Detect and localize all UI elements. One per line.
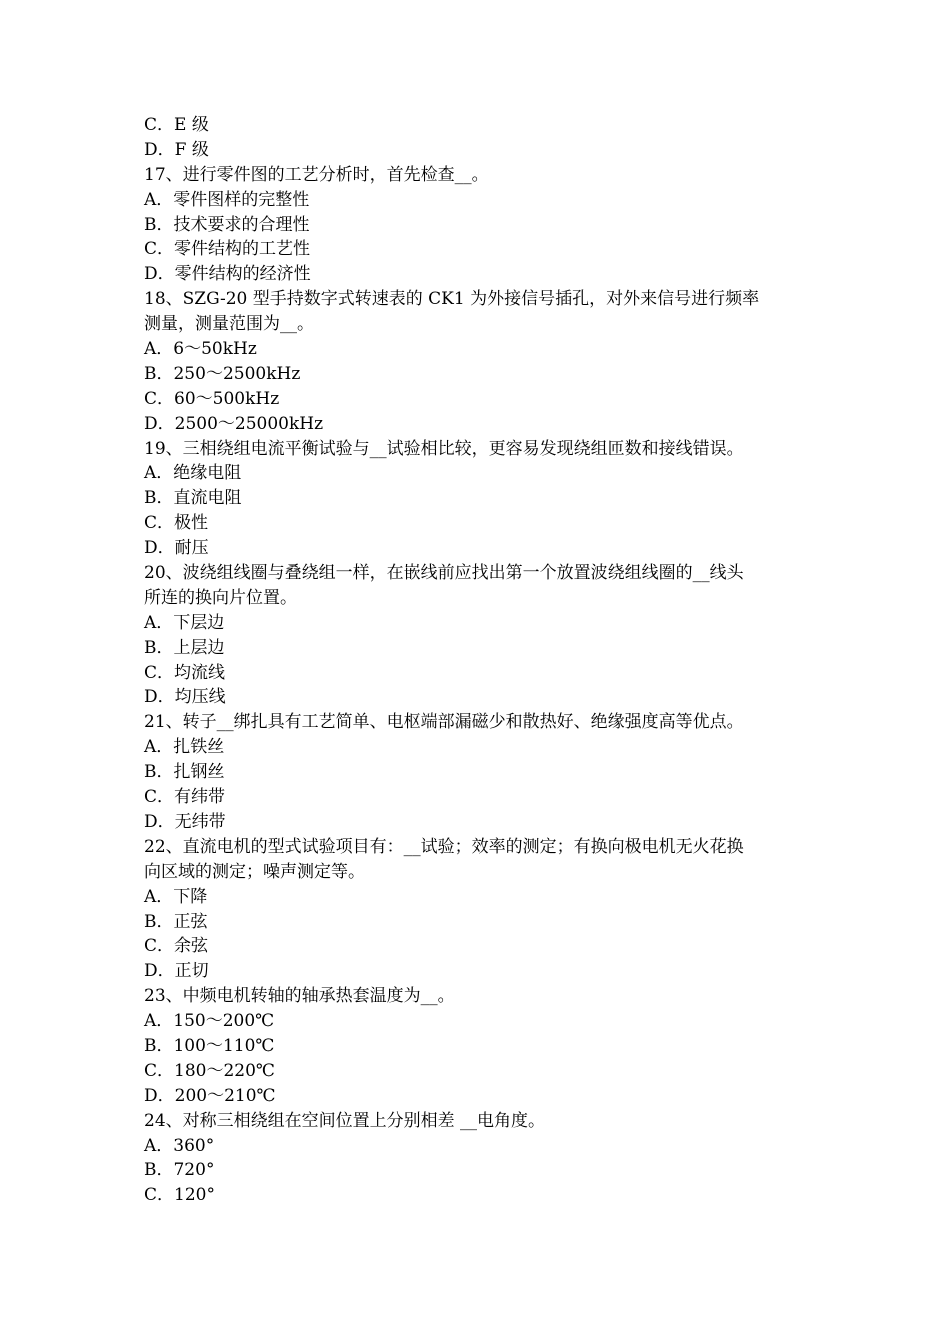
- option-d-q21: D．无纬带: [144, 811, 226, 832]
- option-c-q21: C．有纬带: [144, 787, 226, 808]
- option-a-q24: A．360°: [144, 1135, 215, 1156]
- option-c-q17: C．零件结构的工艺性: [144, 239, 311, 260]
- question-24: 24、对称三相绕组在空间位置上分别相差 __电角度。: [144, 1110, 546, 1131]
- option-a-q20: A．下层边: [144, 612, 225, 633]
- question-17: 17、进行零件图的工艺分析时，首先检查__。: [144, 164, 489, 185]
- option-b-q24: B．720°: [144, 1160, 215, 1181]
- option-d-q20: D．均压线: [144, 687, 226, 708]
- option-a-q17: A．零件图样的完整性: [144, 189, 310, 210]
- option-b-q22: B．正弦: [144, 911, 208, 932]
- option-a-q19: A．绝缘电阻: [144, 463, 242, 484]
- option-a-q18: A．6～50kHz: [144, 339, 257, 360]
- option-b-q17: B．技术要求的合理性: [144, 214, 310, 235]
- option-d-q23: D．200～210℃: [144, 1085, 276, 1106]
- option-b-q18: B．250～2500kHz: [144, 363, 301, 384]
- option-c-q20: C．均流线: [144, 662, 226, 683]
- option-d-q22: D．正切: [144, 961, 209, 982]
- option-a-q22: A．下降: [144, 886, 208, 907]
- question-21: 21、转子__绑扎具有工艺简单、电枢端部漏磁少和散热好、绝缘强度高等优点。: [144, 712, 744, 733]
- option-d-q16: D．F 级: [144, 139, 209, 160]
- question-22-line-2: 向区域的测定；噪声测定等。: [144, 861, 365, 882]
- option-d-q18: D．2500～25000kHz: [144, 413, 324, 434]
- question-19: 19、三相绕组电流平衡试验与__试验相比较，更容易发现绕组匝数和接线错误。: [144, 438, 744, 459]
- option-a-q21: A．扎铁丝: [144, 737, 225, 758]
- option-d-q17: D．零件结构的经济性: [144, 264, 311, 285]
- question-list: [144, 113, 814, 1208]
- option-c-q23: C．180～220℃: [144, 1060, 275, 1081]
- option-b-q23: B．100～110℃: [144, 1035, 275, 1056]
- question-20-line-2: 所连的换向片位置。: [144, 587, 297, 608]
- option-c-q24: C．120°: [144, 1185, 215, 1206]
- question-18-line-2: 测量，测量范围为__。: [144, 314, 314, 335]
- option-d-q19: D．耐压: [144, 538, 209, 559]
- question-20-line-1: 20、波绕组线圈与叠绕组一样，在嵌线前应找出第一个放置波绕组线圈的__线头: [144, 563, 744, 584]
- option-b-q19: B．直流电阻: [144, 488, 242, 509]
- question-23: 23、中频电机转轴的轴承热套温度为__。: [144, 986, 455, 1007]
- option-c-q22: C．余弦: [144, 936, 209, 957]
- option-c-q18: C．60～500kHz: [144, 388, 280, 409]
- question-22-line-1: 22、直流电机的型式试验项目有：__试验；效率的测定；有换向极电机无火花换: [144, 836, 744, 857]
- option-b-q20: B．上层边: [144, 637, 225, 658]
- question-18-line-1: 18、SZG-20 型手持数字式转速表的 CK1 为外接信号插孔，对外来信号进行频率: [144, 289, 760, 310]
- option-c-q16: C．E 级: [144, 115, 209, 135]
- option-b-q21: B．扎钢丝: [144, 762, 225, 783]
- option-a-q23: A．150～200℃: [144, 1011, 275, 1032]
- option-c-q19: C．极性: [144, 513, 209, 534]
